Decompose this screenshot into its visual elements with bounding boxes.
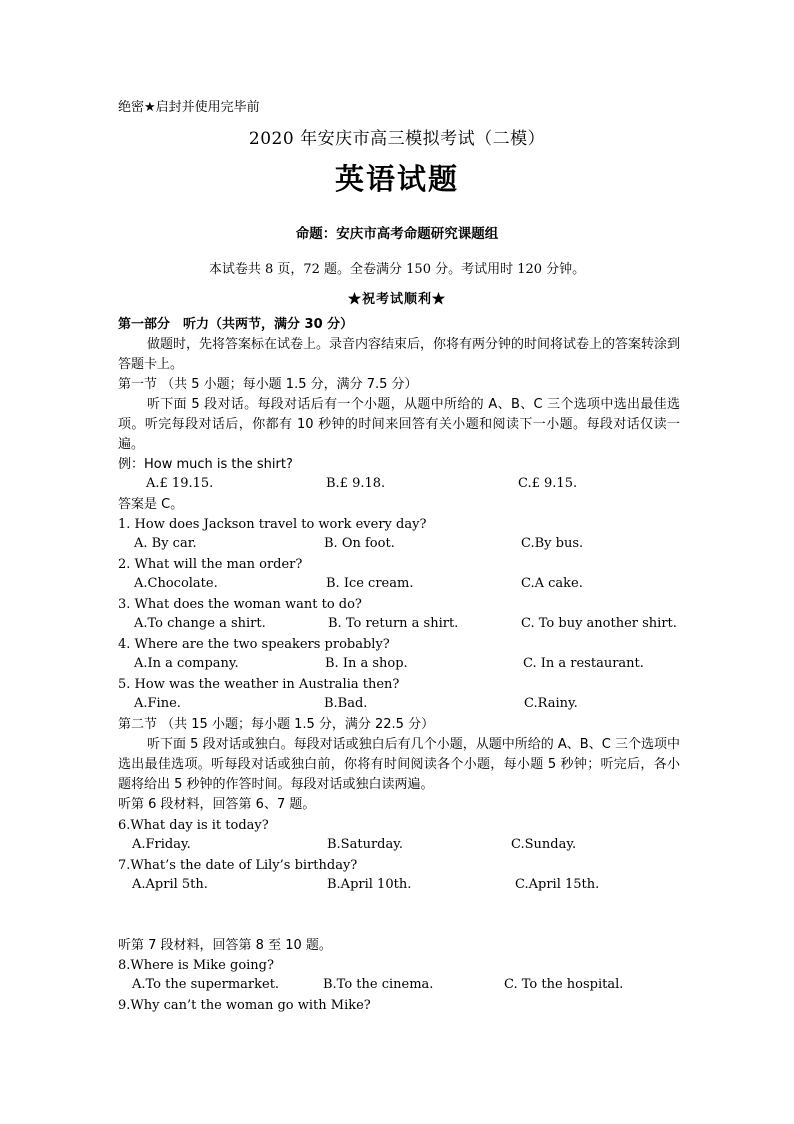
question-5: 5. How was the weather in Australia then?: [118, 677, 400, 692]
material-7-label: 听第 7 段材料，回答第 8 至 10 题。: [118, 938, 332, 953]
q2-option-c: C.A cake.: [521, 576, 583, 591]
part1-instructions: 做题时，先将答案标在试卷上。录音内容结束后，你将有两分钟的时间将试卷上的答案转涂到答题卡上。: [118, 337, 681, 372]
q4-option-a: A.In a company.: [134, 656, 239, 671]
question-2: 2. What will the man order?: [118, 557, 303, 572]
q7-option-b: B.April 10th.: [327, 877, 412, 892]
q8-option-a: A.To the supermarket.: [132, 977, 280, 992]
q5-option-c: C.Rainy.: [524, 696, 578, 711]
q6-option-b: B.Saturday.: [327, 837, 403, 852]
q3-option-a: A.To change a shirt.: [134, 616, 266, 631]
q6-option-a: A.Friday.: [132, 837, 191, 852]
question-7: 7.What’s the date of Lily’s birthday?: [118, 858, 358, 873]
q8-option-c: C. To the hospital.: [504, 977, 624, 992]
section1-instructions: 听下面 5 段对话。每段对话后有一个小题，从题中所给的 A、B、C 三个选项中选出最佳选项。听完每段对话后，你都有 10 秒钟的时间来回答有关小题和阅读下一小题。每段对话仅读一遍。: [118, 397, 680, 452]
q1-option-c: C.By bus.: [521, 536, 584, 551]
subject-title: 英语试题: [334, 162, 459, 196]
q7-option-a: A.April 5th.: [132, 877, 208, 892]
q4-option-c: C. In a restaurant.: [523, 656, 644, 671]
question-1: 1. How does Jackson travel to work every day?: [118, 517, 427, 532]
example-answer: 答案是 C。: [118, 497, 184, 512]
section1-heading: 第一节 （共 5 小题；每小题 1.5 分，满分 7.5 分）: [118, 377, 418, 392]
question-6: 6.What day is it today?: [118, 818, 269, 833]
question-9: 9.Why can’t the woman go with Mike?: [118, 998, 371, 1013]
question-3: 3. What does the woman want to do?: [118, 597, 362, 612]
q1-option-a: A. By car.: [134, 536, 197, 551]
q7-option-c: C.April 15th.: [515, 877, 600, 892]
exam-info: 本试卷共 8 页，72 题。全卷满分 150 分。考试用时 120 分钟。: [208, 262, 586, 277]
q8-option-b: B.To the cinema.: [323, 977, 434, 992]
q5-option-a: A.Fine.: [134, 696, 181, 711]
material-6-label: 听第 6 段材料，回答第 6、7 题。: [118, 797, 316, 812]
q2-option-a: A.Chocolate.: [134, 576, 218, 591]
q2-option-b: B. Ice cream.: [326, 576, 414, 591]
question-4: 4. Where are the two speakers probably?: [118, 637, 390, 652]
q1-option-b: B. On foot.: [324, 536, 395, 551]
q3-option-c: C. To buy another shirt.: [521, 616, 677, 631]
q4-option-b: B. In a shop.: [325, 656, 408, 671]
confidential-label: 绝密★启封并使用完毕前: [118, 100, 260, 115]
example-option-b: B.£ 9.18.: [326, 476, 386, 491]
author-line: 命题：安庆市高考命题研究课题组: [295, 226, 499, 242]
example-question: 例：How much is the shirt?: [118, 457, 293, 472]
section2-heading: 第二节 （共 15 小题；每小题 1.5 分，满分 22.5 分）: [118, 717, 435, 732]
part1-heading: 第一部分 听力（共两节，满分 30 分）: [118, 317, 354, 332]
q5-option-b: B.Bad.: [324, 696, 368, 711]
blessing-line: ★祝考试顺利★: [347, 292, 446, 307]
section2-instructions: 听下面 5 段对话或独白。每段对话或独白后有几个小题，从题中所给的 A、B、C 三个选项中选出最佳选项。听每段对话或独白前，你将有时间阅读各个小题，每小题 5 秒钟；听完后，各小题将给出 5 秒钟的作答时间。每段对话或独白读两遍。: [118, 737, 680, 792]
example-option-c: C.£ 9.15.: [518, 476, 578, 491]
example-option-a: A.£ 19.15.: [146, 476, 214, 491]
exam-title: 2020 年安庆市高三模拟考试（二模）: [248, 129, 546, 149]
q3-option-b: B. To return a shirt.: [328, 616, 459, 631]
question-8: 8.Where is Mike going?: [118, 958, 274, 973]
q6-option-c: C.Sunday.: [511, 837, 577, 852]
